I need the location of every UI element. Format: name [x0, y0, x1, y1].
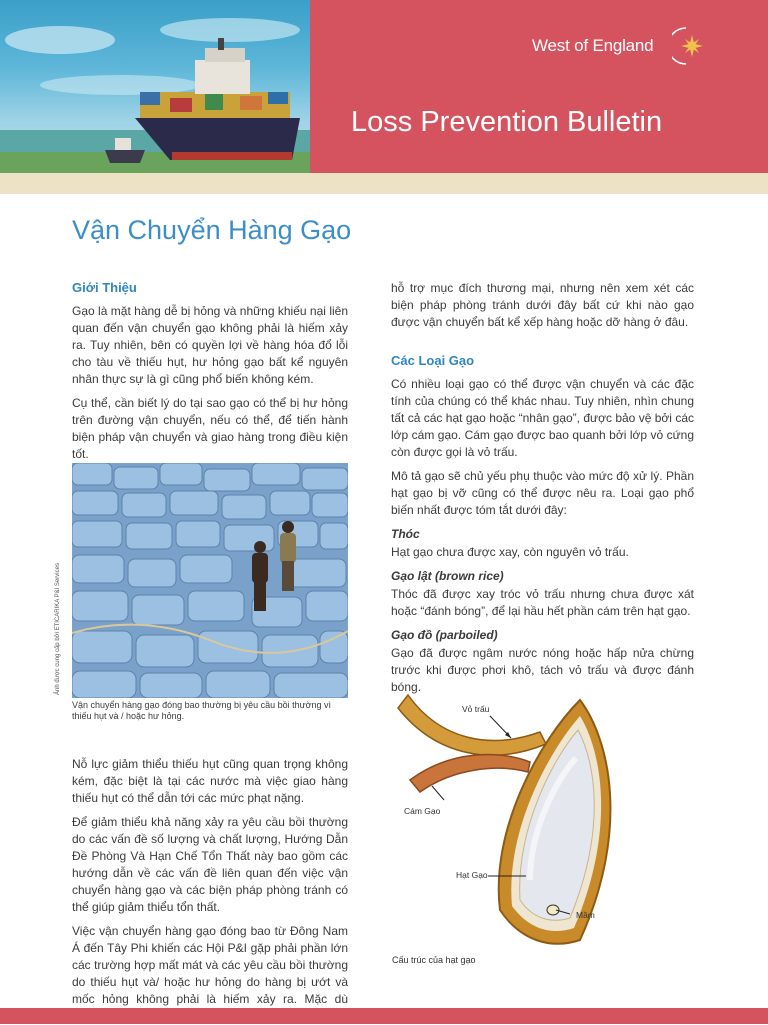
- paddy-subheading: Thóc: [391, 527, 420, 541]
- body-paragraph-3: Nỗ lực giảm thiểu thiếu hụt cũng quan trọng không kém, đặc biệt là tại các nước mà việc giao hàng thiếu hụt có thể dẫn tới các mức phạt nặng.: [72, 757, 348, 805]
- parboiled-subheading: Gạo đồ (parboiled): [391, 628, 498, 642]
- body-paragraph-4: Để giảm thiểu khả năng xảy ra yêu cầu bồi thường do các vấn đề số lượng và chất lượng, Hướng Dẫn Đề Phòng Và Hạn Chế Tổn Thất này bao gồm các hướng dẫn về các vấn đề liên quan đến việc vận chuyển hàng gạo và các biện pháp phòng tránh có thể giúp giảm thiểu tổn thất.: [72, 815, 348, 914]
- diagram-caption: Cấu trúc của hạt gạo: [392, 955, 476, 965]
- rice-types-paragraph-1: Có nhiều loại gạo có thể được vận chuyển và các đặc tính của chúng có thể khác nhau. Tuy nhiên, nhìn chung tất cả các hạt gạo hoặc “nhân gạo”, được bảo vệ bởi các lớp cám gạo. Cám gạo được bao quanh bởi lớp vỏ cứng còn được gọi là vỏ trấu.: [391, 377, 694, 459]
- page-title: Vận Chuyển Hàng Gạo: [72, 215, 352, 245]
- hero-ship-image: [0, 0, 310, 173]
- bulletin-title: Loss Prevention Bulletin: [351, 106, 663, 138]
- intro-section: [72, 280, 348, 463]
- body-paragraph-5: Việc vận chuyển hàng gạo đóng bao từ Đông Nam Á đến Tây Phi khiến các Hội P&I gặp phải phần lớn các trường hợp mất mát và các yêu cầu bồi thường do thiếu hụt và/ hoặc hư hỏng do hàng bị ướt và mốc hỏng không phải là hiếm xảy ra. Mặc dù: [72, 924, 348, 1006]
- intro-paragraph-1: Gạo là mặt hàng dễ bị hỏng và những khiếu nại liên quan đến vận chuyển gạo không phải là hiếm xảy ra. Tuy nhiên, bên có quyền lợi về hàng hóa đổ lỗi cho tàu về thiếu hụt, hư hỏng gạo bất kể nguyên nhân thực sự là gì cũng phổ biến không kém.: [72, 304, 348, 386]
- parboiled-text: Gạo đã được ngâm nước nóng hoặc hấp nửa chừng trước khi được phơi khô, tách vỏ trấu và được đánh bóng.: [391, 646, 694, 694]
- header-stripe: [0, 173, 768, 194]
- continued-paragraph: hỗ trợ mục đích thương mại, nhưng nên xem xét các biện pháp phòng tránh dưới đây bất cứ khi nào gạo được vận chuyển bất kể xếp hàng hoặc dỡ hàng ở đâu.: [391, 281, 694, 329]
- photo-caption: Vận chuyển hàng gạo đóng bao thường bị yêu cầu bồi thường vì thiếu hụt và / hoặc hư hỏng.: [72, 700, 332, 721]
- intro-paragraph-2: Cụ thể, cần biết lý do tại sao gạo có thể bị hư hỏng trên đường vận chuyển, nếu có thể, để tiến hành biện pháp vận chuyển và giao hàng trong điều kiện tốt.: [72, 396, 348, 461]
- footer-bar: [0, 1008, 768, 1024]
- compass-star-logo-icon: [672, 26, 706, 66]
- right-column: [391, 280, 694, 696]
- rice-bags-photo: [72, 463, 348, 698]
- rice-types-heading: Các Loại Gạo: [391, 353, 475, 368]
- paddy-text: Hạt gạo chưa được xay, còn nguyên vỏ trấu.: [391, 545, 629, 559]
- brown-rice-subheading: Gạo lật (brown rice): [391, 569, 504, 583]
- left-body-section: [72, 756, 348, 1025]
- husk-label: Vỏ trấu: [462, 704, 490, 714]
- rice-types-paragraph-2: Mô tả gạo sẽ chủ yếu phụ thuộc vào mức độ xử lý. Phần hạt gạo bị vỡ cũng có thể được nêu ra. Loại gạo phổ biến nhất được tóm tắt dưới đây:: [391, 469, 694, 517]
- bran-label: Cám Gạo: [404, 806, 441, 816]
- brand-name: West of England: [532, 36, 654, 55]
- grain-label: Hạt Gạo: [456, 870, 488, 880]
- photo-credit: Ảnh được cung cấp bởi ETICARIKA P&I Services: [55, 563, 61, 695]
- brown-rice-text: Thóc đã được xay tróc vỏ trấu nhưng chưa được xát hoặc “đánh bóng”, để lại hầu hết phần cám trên hạt gạo.: [391, 587, 694, 618]
- rice-grain-diagram: [380, 680, 694, 970]
- germ-label: Mầm: [576, 910, 595, 920]
- intro-heading: Giới Thiệu: [72, 280, 137, 295]
